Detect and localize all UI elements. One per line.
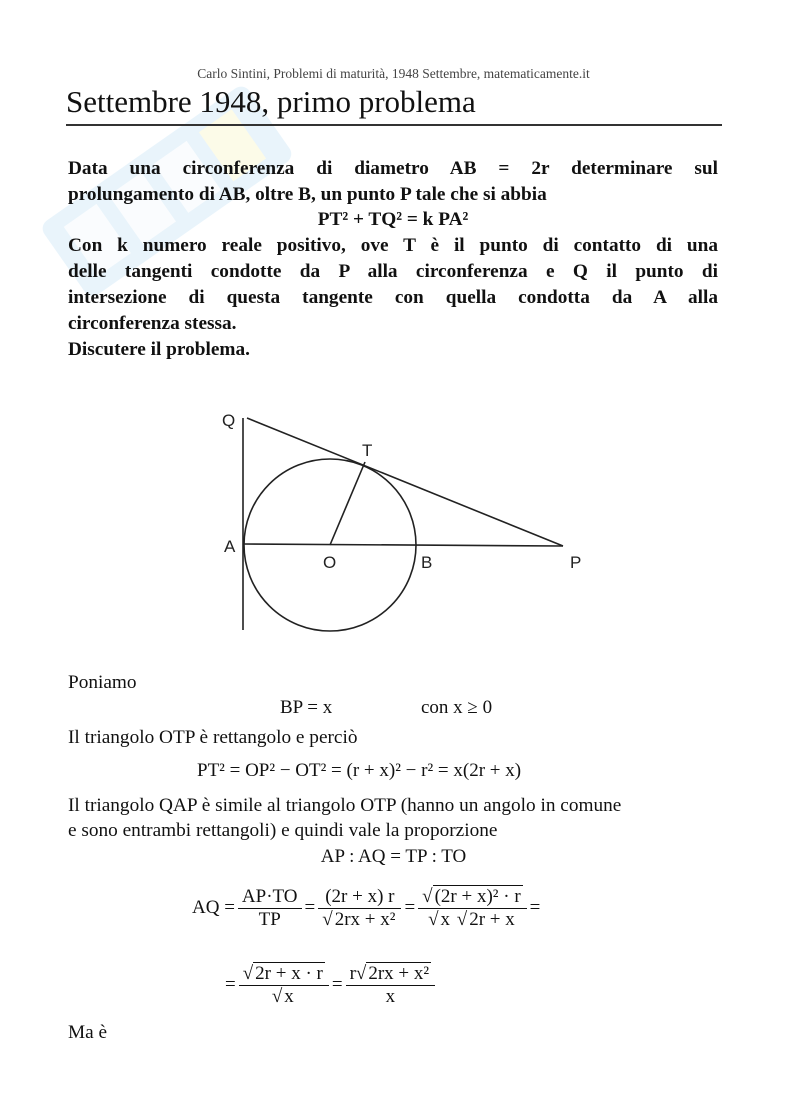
equals-sign: = (331, 974, 343, 995)
fraction-2: $\frac{(2r + x) r}{\text{√ 2rx + x²}}$ (318, 886, 401, 931)
problem-line-7: Discutere il problema. (68, 339, 250, 360)
fraction-3: $\frac{\text{√ (2r + x)² · r}}{√ x √ 2r + x}$ (418, 886, 527, 931)
fraction-5: $\frac{\text{r√ 2rx + x²}}{x}$ (346, 963, 436, 1008)
radius-ot (330, 462, 365, 545)
problem-line-2: prolungamento di AB, oltre B, un punto P tale che si abbia (68, 184, 547, 205)
diameter-line (243, 544, 563, 546)
label-q: Q (222, 411, 236, 430)
text-poniamo: Poniamo (68, 672, 137, 693)
problem-line-5: intersezione di questa tangente con quella condotta da A alla (68, 287, 718, 308)
equals-sign: = (304, 897, 316, 918)
fraction-5-den: x (385, 985, 396, 1007)
fraction-1-num: AP·TO (241, 885, 298, 907)
geometry-figure (210, 400, 600, 640)
eq-bp: BP = x (280, 697, 333, 718)
fraction-4: $\frac{√ 2r + x \cdot r}{√ x}$ (239, 963, 329, 1008)
fraction-3-den-b: 2r + x (469, 908, 515, 930)
fraction-3-num: (2r + x)² · r (434, 885, 521, 907)
problem-line-3: Con k numero reale positivo, ove T è il punto di contatto di una (68, 235, 718, 256)
fraction-5-num-r: r (349, 962, 356, 984)
eq-condition: con x ≥ 0 (421, 697, 493, 718)
equals-sign: = (529, 897, 541, 918)
page-title: Settembre 1948, primo problema (66, 84, 476, 119)
text-ma-e: Ma è (68, 1022, 108, 1043)
running-header: Carlo Sintini, Problemi di maturità, 1948 Settembre, matematicamente.it (197, 66, 590, 81)
eq-aq-row-2 (225, 950, 438, 1020)
aq-lhs: AQ = (192, 897, 235, 918)
eq-aq-row-1 (192, 872, 540, 944)
fraction-3-den-a: x (440, 908, 450, 930)
label-o: O (323, 553, 337, 572)
fraction-1 (238, 886, 302, 931)
label-p: P (570, 553, 582, 572)
fraction-5-num-rad: 2rx + x² (368, 962, 430, 984)
problem-formula: PT² + TQ² = k PA² (317, 209, 469, 230)
label-b: B (421, 553, 433, 572)
tangent-line-qp (247, 418, 563, 546)
problem-line-4: delle tangenti condotte da P alla circonferenza e Q il punto di (68, 261, 718, 282)
title-divider (66, 124, 722, 126)
problem-line-1: Data una circonferenza di diametro AB = 2r determinare sul (68, 158, 718, 179)
text-otp: Il triangolo OTP è rettangolo e perciò (68, 727, 358, 748)
eq-pt: PT² = OP² − OT² = (r + x)² − r² = x(2r + x) (197, 760, 522, 781)
fraction-2-den: 2rx + x² (334, 908, 396, 930)
label-a: A (224, 537, 236, 556)
problem-line-6: circonferenza stessa. (68, 313, 237, 334)
label-t: T (362, 441, 373, 460)
text-qap-2: e sono entrambi rettangoli) e quindi vale la proporzione (68, 820, 498, 841)
fraction-2-num: (2r + x) r (325, 885, 395, 907)
fraction-1-den: TP (258, 908, 281, 930)
eq-proportion: AP : AQ = TP : TO (320, 846, 467, 867)
fraction-4-num: 2r + x · r (255, 962, 323, 984)
equals-sign: = (225, 974, 236, 995)
fraction-4-den: x (284, 985, 294, 1007)
text-qap-1: Il triangolo QAP è simile al triangolo OTP (hanno un angolo in comune (68, 795, 622, 816)
equals-sign: = (404, 897, 416, 918)
